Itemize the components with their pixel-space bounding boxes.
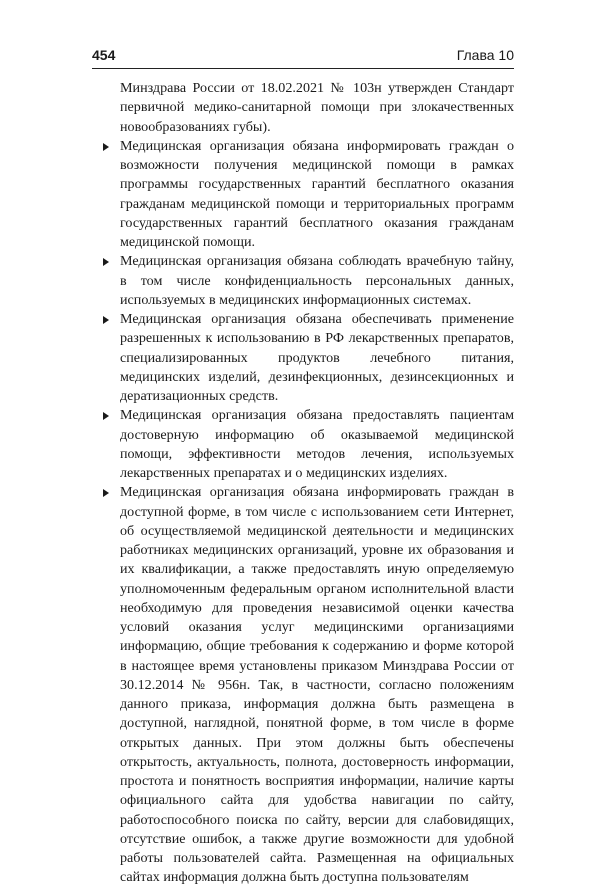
list-item <box>92 483 514 887</box>
list-item <box>92 137 514 253</box>
triangle-bullet-icon <box>103 143 109 151</box>
list-item-text: Медицинская организация обязана обеспечивать применение разрешенных к использованию в РФ лекарственных препаратов, специализированных продуктов лечебного питания, медицинских изделий, дезинфекционных, дезинсекционных и дератизационных средств. <box>120 311 514 404</box>
header-rule <box>92 68 514 69</box>
list-item-text: Медицинская организация обязана информировать граждан в доступной форме, в том числе с использованием сети Интернет, об осуществляемой медицинской деятельности и медицинских работниках медицинских организаций, уровне их образования и их квалификации, а также предоставлять иную определяемую уполномоченным федеральным органом исполнительной власти необходимую для проведения независимой оценки качества условий оказания услуг медицинскими организациями информацию, общие требования к содержанию и форме которой в настоящее время установлены приказом Минздрава России от 30.12.2014 № 956н. Так, в частности, согласно положениям данного приказа, информация должна быть размещена в доступной, наглядной, понятной форме, в том числе в форме открытых данных. При этом должны быть обеспечены открытость, актуальность, полнота, достоверность информации, простота и понятность восприятия информации, наличие карты официального сайта для удобства навигации по сайту, работоспособного поиска по сайту, версии для слабовидящих, отсутствие ошибок, а также другие возможности для удобной работы пользователей сайта. Размещенная на официальных сайтах информация должна быть доступна пользователям <box>120 484 514 886</box>
triangle-bullet-icon <box>103 258 109 266</box>
list-item-text: Медицинская организация обязана соблюдать врачебную тайну, в том числе конфиденциальность персональных данных, используемых в медицинских информационных системах. <box>120 253 514 308</box>
body-text <box>92 79 514 888</box>
triangle-bullet-icon <box>103 489 109 497</box>
running-header <box>92 45 514 67</box>
list-item <box>92 310 514 406</box>
list-item-text: Медицинская организация обязана предоставлять пациентам достоверную информацию об оказываемой медицинской помощи, эффективности методов лечения, используемых лекарственных препаратах и о медицинских изделиях. <box>120 407 514 481</box>
list-item <box>92 406 514 483</box>
continuation-paragraph: Минздрава России от 18.02.2021 № 103н утвержден Стандарт первичной медико-санитарной помощи при злокачественных новообразованиях губы). <box>120 80 514 135</box>
list-item-text: Медицинская организация обязана информировать граждан о возможности получения медицинской помощи в рамках программы государственных гарантий бесплатного оказания гражданам медицинской помощи и территориальных программ государственных гарантий бесплатного оказания гражданам медицинской помощи. <box>120 137 514 250</box>
triangle-bullet-icon <box>103 412 109 420</box>
list-item <box>92 252 514 310</box>
triangle-bullet-icon <box>103 316 109 324</box>
page-number: 454 <box>92 47 116 63</box>
chapter-title: Глава 10 <box>456 47 514 63</box>
